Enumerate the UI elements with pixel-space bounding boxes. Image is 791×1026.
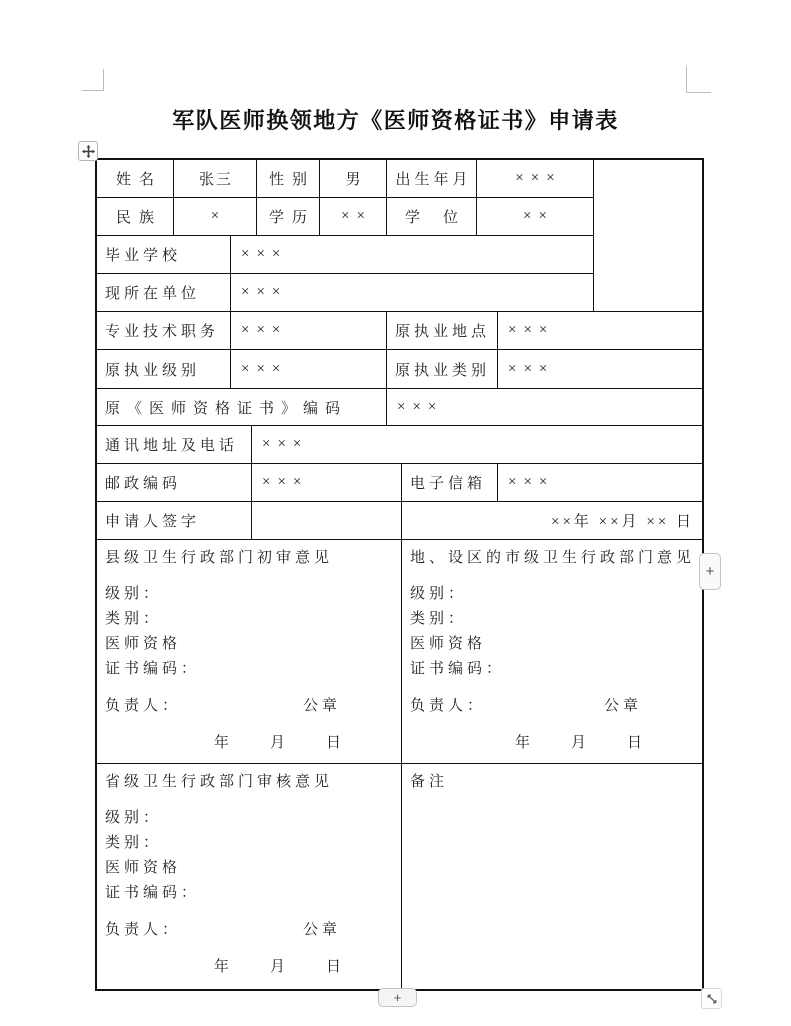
degree-label: 学 位 bbox=[387, 198, 477, 236]
postal-code-value[interactable]: ××× bbox=[252, 464, 402, 502]
original-practice-category-label: 原执业类别 bbox=[387, 350, 498, 389]
education-value[interactable]: ×× bbox=[320, 198, 387, 236]
responsible-label: 负责人： bbox=[105, 698, 182, 714]
applicant-signature-label: 申请人签字 bbox=[97, 502, 252, 540]
responsible-label: 负责人： bbox=[105, 922, 182, 938]
opinion-date-line bbox=[105, 955, 393, 980]
province-opinion-cell[interactable] bbox=[97, 764, 402, 989]
postal-code-label: 邮政编码 bbox=[97, 464, 252, 502]
level-label: 级别： bbox=[105, 810, 163, 826]
table-move-handle[interactable] bbox=[78, 141, 98, 161]
year-label: 年 bbox=[213, 735, 233, 751]
day-label: 日 bbox=[626, 735, 646, 751]
certificate-code-label: 证书编码： bbox=[105, 661, 201, 677]
notes-title: 备注 bbox=[410, 774, 449, 790]
original-practice-level-value[interactable]: ××× bbox=[231, 350, 387, 389]
margin-crop-mark-top-left bbox=[82, 69, 104, 91]
qualification-label: 医师资格 bbox=[105, 636, 182, 652]
table-resize-handle[interactable] bbox=[701, 988, 722, 1009]
email-label: 电子信箱 bbox=[402, 464, 498, 502]
category-label: 类别： bbox=[410, 611, 468, 627]
graduation-school-label: 毕业学校 bbox=[97, 236, 231, 274]
name-label: 姓名 bbox=[97, 160, 174, 198]
official-seal-label: 公章 bbox=[302, 698, 341, 714]
photo-cell[interactable] bbox=[594, 160, 702, 312]
official-seal-label: 公章 bbox=[302, 922, 341, 938]
certificate-code-label: 证书编码： bbox=[410, 661, 506, 677]
opinion-date-line bbox=[410, 731, 694, 756]
applicant-signature-space[interactable] bbox=[252, 502, 402, 540]
city-opinion-cell[interactable] bbox=[402, 540, 702, 764]
original-practice-level-label: 原执业级别 bbox=[97, 350, 231, 389]
level-label: 级别： bbox=[105, 586, 163, 602]
current-unit-value[interactable]: ××× bbox=[231, 274, 594, 312]
application-form-table bbox=[95, 158, 704, 991]
gender-value[interactable]: 男 bbox=[320, 160, 387, 198]
day-label: 日 bbox=[325, 959, 345, 975]
professional-title-label: 专业技术职务 bbox=[97, 312, 231, 350]
birthdate-value[interactable]: ××× bbox=[477, 160, 594, 198]
birthdate-label: 出生年月 bbox=[387, 160, 477, 198]
ethnicity-value[interactable]: × bbox=[174, 198, 257, 236]
day-label: 日 bbox=[325, 735, 345, 751]
city-opinion-title: 地、设区的市级卫生行政部门意见 bbox=[410, 550, 696, 566]
month-label: 月 bbox=[269, 735, 289, 751]
opinion-date-line bbox=[105, 731, 393, 756]
add-column-button[interactable]: + bbox=[699, 553, 721, 590]
margin-crop-mark-top-right bbox=[686, 66, 711, 93]
certificate-code-label: 证书编码： bbox=[105, 885, 201, 901]
category-label: 类别： bbox=[105, 611, 163, 627]
education-label: 学历 bbox=[257, 198, 320, 236]
original-practice-location-value[interactable]: ××× bbox=[498, 312, 702, 350]
month-label: 月 bbox=[570, 735, 590, 751]
ethnicity-label: 民族 bbox=[97, 198, 174, 236]
current-unit-label: 现所在单位 bbox=[97, 274, 231, 312]
qualification-label: 医师资格 bbox=[105, 860, 182, 876]
county-opinion-title: 县级卫生行政部门初审意见 bbox=[105, 550, 334, 566]
original-certificate-code-label: 原《医师资格证书》编码 bbox=[97, 389, 387, 426]
notes-cell[interactable] bbox=[402, 764, 702, 989]
official-seal-label: 公章 bbox=[603, 698, 642, 714]
province-opinion-title: 省级卫生行政部门审核意见 bbox=[105, 774, 334, 790]
graduation-school-value[interactable]: ××× bbox=[231, 236, 594, 274]
gender-label: 性别 bbox=[257, 160, 320, 198]
month-label: 月 bbox=[269, 959, 289, 975]
responsible-label: 负责人： bbox=[410, 698, 487, 714]
year-label: 年 bbox=[514, 735, 534, 751]
level-label: 级别： bbox=[410, 586, 468, 602]
degree-value[interactable]: ×× bbox=[477, 198, 594, 236]
four-way-arrow-icon bbox=[82, 145, 95, 158]
year-label: 年 bbox=[213, 959, 233, 975]
category-label: 类别： bbox=[105, 835, 163, 851]
contact-address-phone-label: 通讯地址及电话 bbox=[97, 426, 252, 464]
email-value[interactable]: ××× bbox=[498, 464, 702, 502]
contact-address-phone-value[interactable]: ××× bbox=[252, 426, 702, 464]
county-opinion-cell[interactable] bbox=[97, 540, 402, 764]
application-date[interactable]: ××年 ××月 ×× 日 bbox=[402, 502, 702, 540]
original-certificate-code-value[interactable]: ××× bbox=[387, 389, 702, 426]
add-row-button[interactable]: + bbox=[378, 988, 417, 1007]
page-title: 军队医师换领地方《医师资格证书》申请表 bbox=[172, 108, 619, 133]
qualification-label: 医师资格 bbox=[410, 636, 487, 652]
original-practice-location-label: 原执业地点 bbox=[387, 312, 498, 350]
original-practice-category-value[interactable]: ××× bbox=[498, 350, 702, 389]
name-value[interactable]: 张三 bbox=[174, 160, 257, 198]
diagonal-resize-icon bbox=[706, 993, 718, 1005]
professional-title-value[interactable]: ××× bbox=[231, 312, 387, 350]
